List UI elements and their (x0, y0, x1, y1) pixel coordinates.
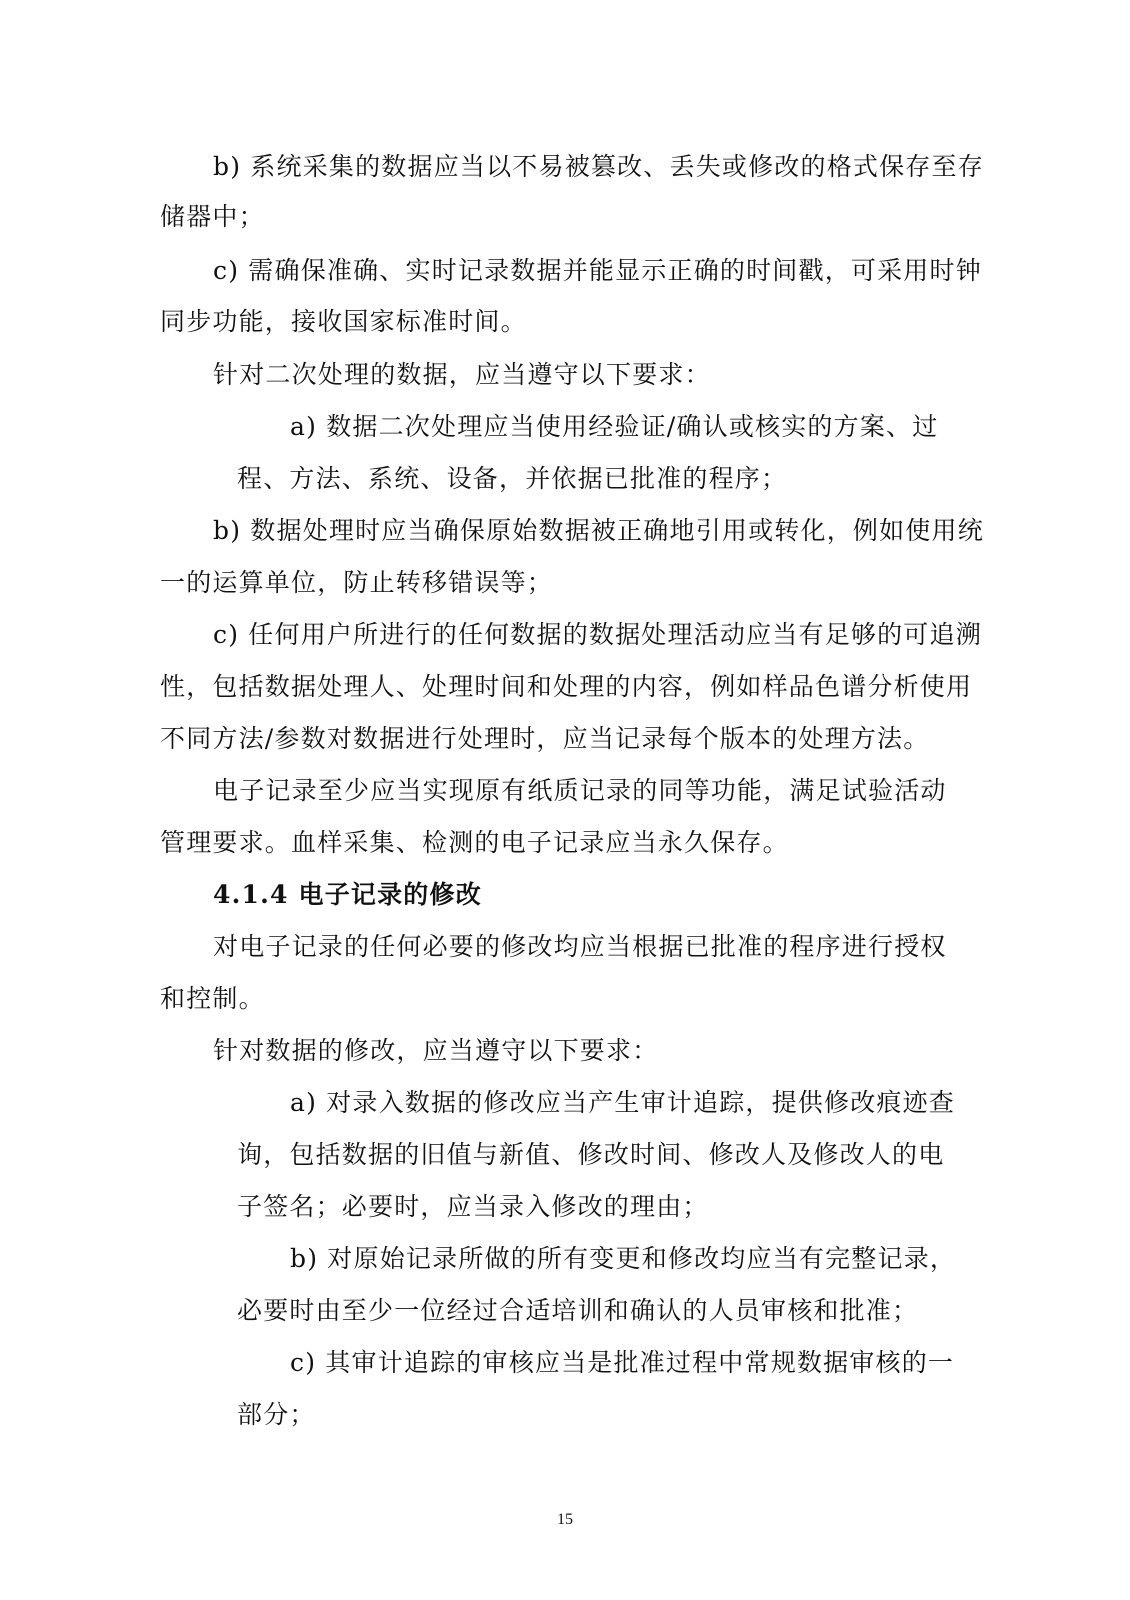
secondary-c-line-2: 性，包括数据处理人、处理时间和处理的内容，例如样品色谱分析使用 (160, 672, 973, 701)
modification-b-line-1: b) 对原始记录所做的所有变更和修改均应当有完整记录， (290, 1244, 957, 1273)
modification-intro-line-1: 对电子记录的任何必要的修改均应当根据已批准的程序进行授权 (213, 932, 947, 961)
modification-a-line-3: 子签名；必要时，应当录入修改的理由； (237, 1192, 709, 1221)
secondary-c-line-3: 不同方法/参数对数据进行处理时，应当记录每个版本的处理方法。 (160, 724, 930, 753)
modification-b-line-2: 必要时由至少一位经过合适培训和确认的人员审核和批准； (237, 1296, 919, 1325)
modification-requirements-intro: 针对数据的修改，应当遵守以下要求： (213, 1036, 659, 1065)
paragraph-b-storage-line-1: b) 系统采集的数据应当以不易被篡改、丢失或修改的格式保存至存 (213, 152, 984, 181)
modification-c-line-2: 部分； (237, 1400, 316, 1429)
secondary-a-line-1: a) 数据二次处理应当使用经验证/确认或核实的方案、过 (290, 412, 939, 441)
modification-a-line-1: a) 对录入数据的修改应当产生审计追踪，提供修改痕迹查 (290, 1088, 956, 1117)
page-number: 15 (557, 1511, 573, 1528)
modification-c-line-1: c) 其审计追踪的审核应当是批准过程中常规数据审核的一 (290, 1348, 955, 1377)
section-heading-4-1-4: 4.1.4 电子记录的修改 (213, 880, 482, 909)
paragraph-c-timestamp-line-1: c) 需确保准确、实时记录数据并能显示正确的时间戳，可采用时钟 (213, 256, 982, 285)
modification-intro-line-2: 和控制。 (160, 984, 265, 1013)
secondary-c-line-1: c) 任何用户所进行的任何数据的数据处理活动应当有足够的可追溯 (213, 620, 982, 649)
electronic-record-function-line-2: 管理要求。血样采集、检测的电子记录应当永久保存。 (160, 828, 789, 857)
secondary-b-line-1: b) 数据处理时应当确保原始数据被正确地引用或转化，例如使用统 (213, 516, 984, 545)
paragraph-b-storage-line-2: 储器中； (160, 202, 265, 231)
secondary-processing-intro: 针对二次处理的数据，应当遵守以下要求： (213, 360, 711, 389)
electronic-record-function-line-1: 电子记录至少应当实现原有纸质记录的同等功能，满足试验活动 (213, 776, 947, 805)
paragraph-c-timestamp-line-2: 同步功能，接收国家标准时间。 (160, 307, 527, 336)
secondary-b-line-2: 一的运算单位，防止转移错误等； (160, 568, 554, 597)
modification-a-line-2: 询，包括数据的旧值与新值、修改时间、修改人及修改人的电 (237, 1140, 945, 1169)
secondary-a-line-2: 程、方法、系统、设备，并依据已批准的程序； (237, 464, 788, 493)
